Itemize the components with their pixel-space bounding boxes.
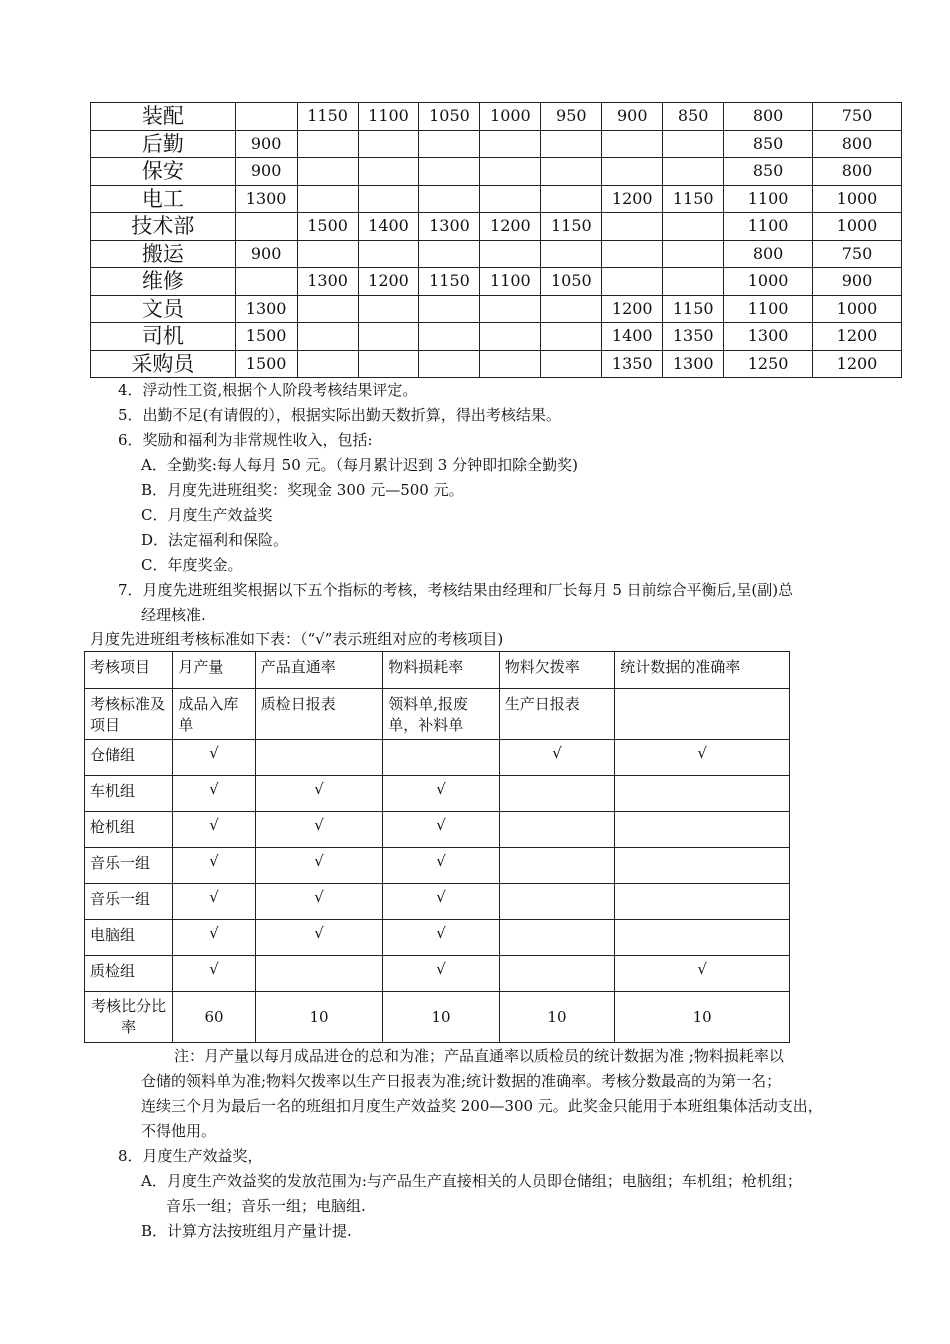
salary-row	[91, 240, 902, 268]
salary-cell	[297, 130, 358, 158]
salary-dept: 文员	[91, 295, 236, 323]
salary-dept: 后勤	[91, 130, 236, 158]
salary-cell	[358, 240, 419, 268]
salary-cell: 1300	[419, 213, 480, 241]
salary-cell: 1150	[541, 213, 602, 241]
salary-cell	[480, 130, 541, 158]
item-6: 6．奖励和福利为非常规性收入，包括:	[118, 431, 373, 449]
assess-header-cell: 月产量	[173, 652, 255, 689]
check-mark: √	[255, 884, 383, 920]
salary-cell	[358, 323, 419, 351]
salary-row	[91, 295, 902, 323]
salary-row	[91, 103, 902, 131]
salary-cell: 1500	[297, 213, 358, 241]
assess-header-cell: 统计数据的准确率	[615, 652, 790, 689]
salary-row	[91, 130, 902, 158]
check-mark: √	[173, 848, 255, 884]
salary-cell: 750	[813, 103, 902, 131]
salary-cell: 1150	[663, 185, 724, 213]
salary-cell	[602, 158, 663, 186]
salary-cell: 750	[813, 240, 902, 268]
note-line-2: 仓储的领料单为准;物料欠拨率以生产日报表为准;统计数据的准确率。考核分数最高的为第一名；	[141, 1072, 782, 1090]
salary-cell	[541, 323, 602, 351]
assess-group-name: 仓储组	[85, 740, 173, 776]
salary-row	[91, 213, 902, 241]
salary-cell: 1100	[724, 295, 813, 323]
salary-cell: 1050	[541, 268, 602, 296]
check-mark	[499, 776, 614, 812]
salary-cell: 1200	[358, 268, 419, 296]
salary-cell: 1400	[358, 213, 419, 241]
salary-cell	[358, 295, 419, 323]
salary-table	[90, 102, 902, 378]
salary-cell	[541, 130, 602, 158]
salary-dept: 技术部	[91, 213, 236, 241]
check-mark: √	[255, 920, 383, 956]
salary-cell	[602, 130, 663, 158]
salary-cell	[541, 185, 602, 213]
salary-cell: 950	[541, 103, 602, 131]
salary-row	[91, 158, 902, 186]
salary-cell: 1000	[724, 268, 813, 296]
salary-cell: 1000	[813, 213, 902, 241]
assess-standard-cell: 生产日报表	[499, 689, 614, 740]
salary-cell: 1350	[602, 350, 663, 378]
salary-cell	[297, 350, 358, 378]
salary-cell	[297, 185, 358, 213]
note-line-1: 注：月产量以每月成品进仓的总和为准；产品直通率以质检员的统计数据为准 ;物料损耗率以	[174, 1047, 784, 1065]
item-4: 4．浮动性工资,根据个人阶段考核结果评定。	[118, 381, 418, 399]
salary-base: 900	[235, 240, 297, 268]
salary-cell: 900	[813, 268, 902, 296]
check-mark: √	[173, 740, 255, 776]
salary-cell	[663, 240, 724, 268]
salary-cell: 800	[813, 158, 902, 186]
salary-cell	[419, 130, 480, 158]
salary-cell: 800	[724, 240, 813, 268]
assess-standard-cell	[615, 689, 790, 740]
item-7-line2: 经理核准.	[141, 606, 206, 624]
assess-header-row	[85, 652, 790, 689]
salary-cell: 1000	[480, 103, 541, 131]
salary-cell: 1200	[813, 323, 902, 351]
salary-row	[91, 350, 902, 378]
item-6b: B．月度先进班组奖：奖现金 300 元—500 元。	[141, 481, 464, 499]
salary-cell: 1100	[724, 213, 813, 241]
salary-base: 1300	[235, 185, 297, 213]
check-mark	[499, 884, 614, 920]
check-mark	[615, 776, 790, 812]
assess-ratio-label: 考核比分比率	[85, 992, 173, 1043]
check-mark	[255, 740, 383, 776]
assess-group-row	[85, 812, 790, 848]
salary-row	[91, 185, 902, 213]
assess-group-row	[85, 884, 790, 920]
check-mark	[499, 812, 614, 848]
salary-cell	[419, 295, 480, 323]
salary-dept: 司机	[91, 323, 236, 351]
assess-group-name: 音乐一组	[85, 884, 173, 920]
check-mark	[615, 884, 790, 920]
assess-standard-cell: 领料单,报废单，补料单	[383, 689, 499, 740]
salary-dept: 搬运	[91, 240, 236, 268]
check-mark: √	[383, 812, 499, 848]
assess-ratio-row	[85, 992, 790, 1043]
salary-cell	[541, 158, 602, 186]
check-mark	[255, 956, 383, 992]
salary-dept: 采购员	[91, 350, 236, 378]
assess-header-cell: 物料欠拨率	[499, 652, 614, 689]
assess-group-row	[85, 956, 790, 992]
salary-cell	[541, 350, 602, 378]
salary-cell: 800	[724, 103, 813, 131]
salary-cell: 1000	[813, 295, 902, 323]
check-mark: √	[383, 884, 499, 920]
salary-cell	[602, 240, 663, 268]
assess-ratio-value: 10	[383, 992, 499, 1043]
check-mark	[383, 740, 499, 776]
salary-row	[91, 323, 902, 351]
check-mark: √	[173, 776, 255, 812]
check-mark	[499, 956, 614, 992]
salary-cell: 1200	[813, 350, 902, 378]
salary-cell	[358, 350, 419, 378]
assessment-table	[84, 651, 790, 1043]
salary-cell	[297, 240, 358, 268]
check-mark	[615, 920, 790, 956]
salary-cell: 1150	[419, 268, 480, 296]
salary-cell: 1100	[724, 185, 813, 213]
salary-base	[235, 213, 297, 241]
check-mark: √	[383, 956, 499, 992]
salary-cell: 1300	[297, 268, 358, 296]
salary-cell: 850	[663, 103, 724, 131]
check-mark: √	[383, 920, 499, 956]
salary-cell	[541, 295, 602, 323]
item-8: 8．月度生产效益奖，	[118, 1147, 263, 1165]
salary-cell	[480, 323, 541, 351]
salary-base	[235, 268, 297, 296]
salary-base: 1300	[235, 295, 297, 323]
check-mark: √	[499, 740, 614, 776]
assess-header-cell: 产品直通率	[255, 652, 383, 689]
assess-ratio-value: 60	[173, 992, 255, 1043]
note-line-4: 不得他用。	[141, 1122, 217, 1140]
salary-cell: 1100	[358, 103, 419, 131]
salary-base: 1500	[235, 323, 297, 351]
salary-cell	[480, 295, 541, 323]
check-mark: √	[383, 776, 499, 812]
salary-base: 900	[235, 158, 297, 186]
salary-base	[235, 103, 297, 131]
salary-cell	[419, 240, 480, 268]
check-mark: √	[173, 920, 255, 956]
salary-dept: 保安	[91, 158, 236, 186]
salary-cell	[480, 185, 541, 213]
assess-standard-cell: 考核标准及项目	[85, 689, 173, 740]
check-mark: √	[255, 812, 383, 848]
assess-group-name: 质检组	[85, 956, 173, 992]
assess-standard-row	[85, 689, 790, 740]
salary-cell: 850	[724, 158, 813, 186]
salary-base: 900	[235, 130, 297, 158]
table-caption: 月度先进班组考核标准如下表：（“√”表示班组对应的考核项目)	[90, 630, 504, 648]
salary-cell	[663, 268, 724, 296]
salary-cell	[297, 295, 358, 323]
check-mark: √	[615, 956, 790, 992]
salary-cell	[480, 240, 541, 268]
salary-cell: 800	[813, 130, 902, 158]
salary-cell: 1000	[813, 185, 902, 213]
item-7-line1: 7．月度先进班组奖根据以下五个指标的考核，考核结果由经理和厂长每月 5 日前综合平衡后,呈(副)总	[118, 581, 794, 599]
salary-cell	[419, 185, 480, 213]
salary-base: 1500	[235, 350, 297, 378]
item-6c: C．月度生产效益奖	[141, 506, 273, 524]
assess-ratio-value: 10	[499, 992, 614, 1043]
note-line-3: 连续三个月为最后一名的班组扣月度生产效益奖 200—300 元。此奖金只能用于本班组集体活动支出，	[141, 1097, 823, 1115]
check-mark: √	[383, 848, 499, 884]
check-mark	[499, 920, 614, 956]
salary-dept: 电工	[91, 185, 236, 213]
salary-cell	[602, 213, 663, 241]
salary-cell: 1200	[480, 213, 541, 241]
assess-group-name: 车机组	[85, 776, 173, 812]
assess-group-row	[85, 848, 790, 884]
salary-cell	[419, 323, 480, 351]
salary-cell: 1100	[480, 268, 541, 296]
assess-group-row	[85, 776, 790, 812]
salary-cell: 1300	[663, 350, 724, 378]
assess-group-name: 枪机组	[85, 812, 173, 848]
assess-group-name: 音乐一组	[85, 848, 173, 884]
salary-cell	[663, 158, 724, 186]
salary-cell: 1400	[602, 323, 663, 351]
item-5: 5．出勤不足(有请假的），根据实际出勤天数折算，得出考核结果。	[118, 406, 561, 424]
assess-standard-cell: 成品入库单	[173, 689, 255, 740]
salary-cell	[602, 268, 663, 296]
assess-group-name: 电脑组	[85, 920, 173, 956]
item-6a: A．全勤奖:每人每月 50 元。（每月累计迟到 3 分钟即扣除全勤奖)	[141, 456, 578, 474]
salary-cell: 850	[724, 130, 813, 158]
salary-cell: 1150	[297, 103, 358, 131]
check-mark: √	[255, 848, 383, 884]
salary-cell	[419, 158, 480, 186]
assess-ratio-value: 10	[615, 992, 790, 1043]
salary-dept: 维修	[91, 268, 236, 296]
check-mark	[615, 812, 790, 848]
salary-cell	[358, 158, 419, 186]
salary-cell: 1250	[724, 350, 813, 378]
salary-cell	[480, 350, 541, 378]
check-mark: √	[615, 740, 790, 776]
salary-cell	[541, 240, 602, 268]
assess-standard-cell: 质检日报表	[255, 689, 383, 740]
salary-cell	[419, 350, 480, 378]
assess-group-row	[85, 740, 790, 776]
check-mark: √	[255, 776, 383, 812]
salary-cell: 1200	[602, 295, 663, 323]
salary-cell	[663, 213, 724, 241]
salary-dept: 装配	[91, 103, 236, 131]
item-8a-line1: A．月度生产效益奖的发放范围为:与产品生产直接相关的人员即仓储组；电脑组；车机组；枪机组；	[141, 1172, 802, 1190]
salary-cell	[358, 130, 419, 158]
salary-cell: 1150	[663, 295, 724, 323]
salary-cell	[297, 158, 358, 186]
item-8b: B．计算方法按班组月产量计提.	[141, 1222, 352, 1240]
assess-group-row	[85, 920, 790, 956]
check-mark	[615, 848, 790, 884]
check-mark	[499, 848, 614, 884]
assess-header-cell: 物料损耗率	[383, 652, 499, 689]
item-6e: C．年度奖金。	[141, 556, 243, 574]
salary-cell	[663, 130, 724, 158]
salary-cell: 1350	[663, 323, 724, 351]
check-mark: √	[173, 956, 255, 992]
salary-cell: 1300	[724, 323, 813, 351]
salary-cell: 1050	[419, 103, 480, 131]
salary-cell	[297, 323, 358, 351]
assess-header-cell: 考核项目	[85, 652, 173, 689]
salary-row	[91, 268, 902, 296]
salary-cell	[480, 158, 541, 186]
assess-ratio-value: 10	[255, 992, 383, 1043]
check-mark: √	[173, 884, 255, 920]
salary-cell: 900	[602, 103, 663, 131]
salary-cell	[358, 185, 419, 213]
item-8a-line2: 音乐一组；音乐一组；电脑组.	[166, 1197, 366, 1215]
item-6d: D．法定福利和保险。	[141, 531, 289, 549]
salary-cell: 1200	[602, 185, 663, 213]
check-mark: √	[173, 812, 255, 848]
